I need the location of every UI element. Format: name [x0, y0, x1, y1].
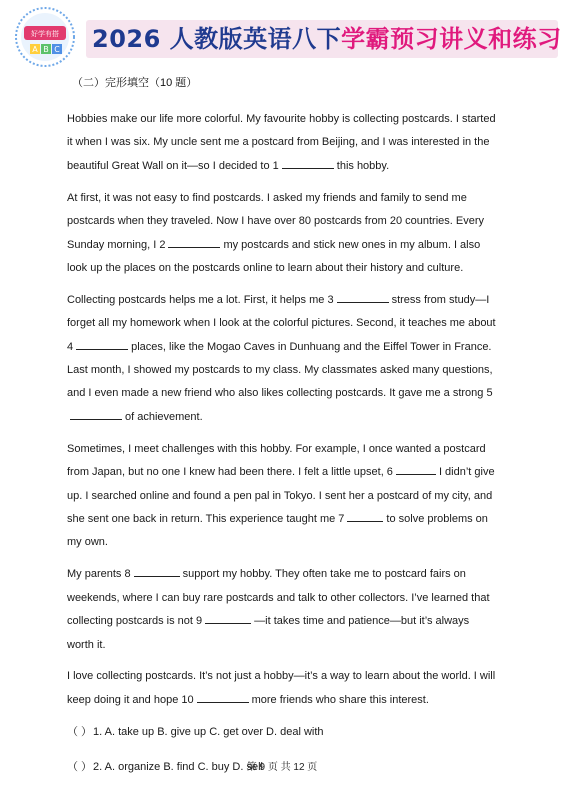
- blank-8: [134, 565, 180, 577]
- text: —it takes time and patience—but it’s always worth it.: [67, 615, 470, 651]
- blank-9: [205, 612, 251, 624]
- text: my postcards and stick new ones in my album. I also look up the places on the postcards online to learn about their history and culture.: [67, 238, 481, 274]
- text: of achievement.: [125, 410, 203, 423]
- title-part-3: 学霸预习讲义和练习: [341, 25, 562, 53]
- text: places, like the Mogao Caves in Dunhuang and the Eiffel Tower in France. Last month, I showed my postcards to my class. My classmates asked many questions, and I even made a new friend who also likes collecting postcards. It gave me a strong 5: [67, 340, 493, 400]
- text: I didn’t give up. I searched online and found a pen pal in Tokyo. I sent her a postcard of my city, and she sent one back in return. This experience taught me 7: [67, 466, 495, 525]
- blank-6: [396, 463, 436, 475]
- blank-2: [168, 236, 220, 248]
- title-part-1: 2026 人教版: [92, 25, 244, 53]
- text: Collecting postcards helps me a lot. First, it helps me 3: [67, 293, 334, 306]
- paragraph-5: [67, 563, 499, 657]
- blank-10: [197, 691, 249, 703]
- text: My parents 8: [67, 568, 131, 581]
- text: stress from study—I forget all my homework when I look at the colorful pictures. Second, it teaches me about 4: [67, 293, 496, 353]
- text: to solve problems on my own.: [67, 513, 488, 549]
- blank-7: [347, 510, 383, 522]
- text: I love collecting postcards. It’s not just a hobby—it’s a way to learn about the world. I will keep doing it and hope 10: [67, 670, 496, 706]
- option-text: 1. A. take up B. give up C. get over D. deal with: [93, 725, 324, 738]
- svg-text:B: B: [43, 45, 49, 54]
- answer-paren: （ ）: [67, 761, 93, 774]
- text: more friends who share this interest.: [251, 693, 429, 706]
- blank-4: [76, 338, 128, 350]
- publisher-logo: [14, 6, 76, 68]
- text: At first, it was not easy to find postcards. I asked my friends and family to send me postcards when they traveled. Now I have over 80 postcards from 20 countries. Every Sunday morning, I 2: [67, 191, 484, 251]
- text: Sometimes, I meet challenges with this hobby. For example, I once wanted a postcard from Japan, but no one I knew had been there. I felt a little upset, 6: [67, 442, 486, 479]
- question-option-1: [67, 721, 499, 744]
- paragraph-6: [67, 665, 499, 712]
- page-footer: 第 9 页 共 12 页: [246, 762, 318, 773]
- text: Hobbies make our life more colorful. My favourite hobby is collecting postcards. I started it when I was six. My uncle sent me a postcard from Beijing, and I was interested in the beautiful Great Wall on it—so I decided to 1: [67, 113, 496, 172]
- paragraph-4: [67, 438, 499, 555]
- option-text: 2. A. organize B. find C. buy D. sell: [93, 761, 263, 774]
- blank-1: [282, 157, 334, 169]
- text: support my hobby. They often take me to postcard fairs on weekends, where I can buy rare postcards and talk to other collectors. I’ve learned that collecting postcards is not 9: [67, 568, 490, 628]
- title-part-2: 英语八下: [243, 25, 342, 53]
- paragraph-3: [67, 289, 499, 429]
- document-title: [92, 22, 562, 56]
- blank-5: [70, 408, 122, 420]
- svg-text:A: A: [32, 45, 38, 54]
- paragraph-2: [67, 187, 499, 281]
- svg-text:C: C: [54, 45, 60, 54]
- passage: [67, 108, 499, 792]
- page-header: [0, 0, 564, 72]
- blank-3: [337, 291, 389, 303]
- text: this hobby.: [336, 159, 390, 172]
- paragraph-1: [67, 108, 499, 178]
- section-title: （二）完形填空（10 题）: [72, 77, 198, 89]
- svg-text:好学有搭: 好学有搭: [31, 30, 59, 38]
- answer-paren: （ ）: [67, 725, 93, 738]
